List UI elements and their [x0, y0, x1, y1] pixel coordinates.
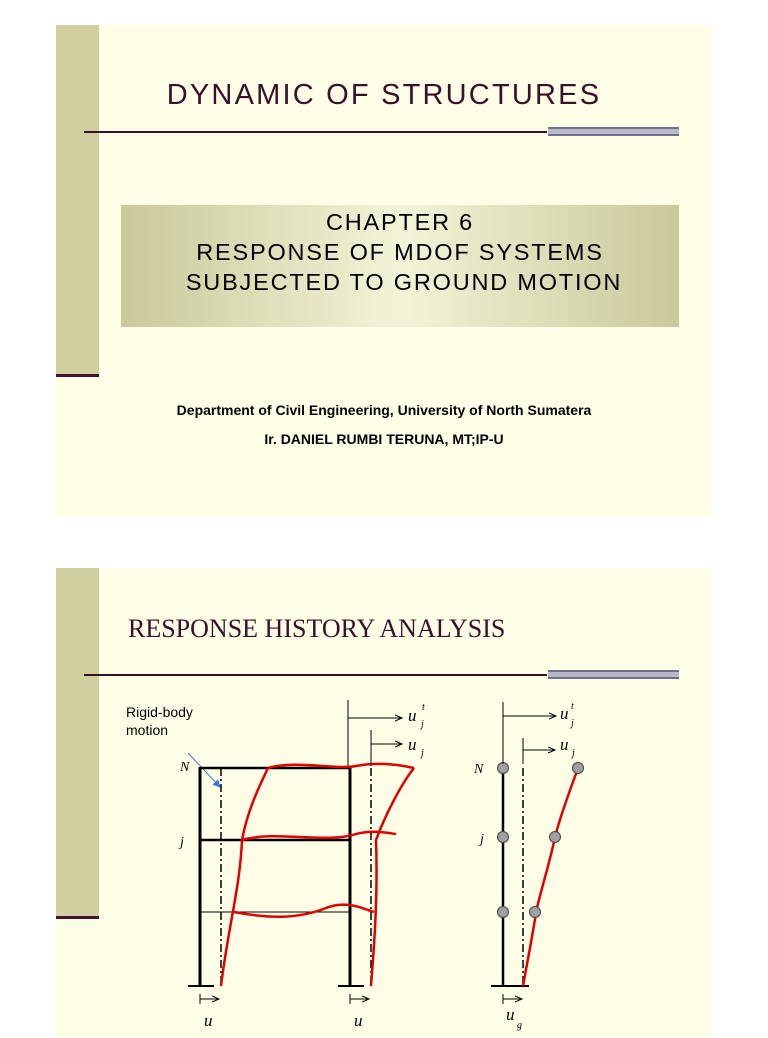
undeformed-frame: [188, 767, 371, 986]
title-rule-accent: [548, 127, 679, 136]
stick-uj-label: u: [560, 735, 569, 754]
svg-text:j: j: [421, 748, 424, 759]
level-N-label: N: [180, 760, 190, 775]
uj-label: u: [408, 735, 417, 754]
chapter-label: CHAPTER 6: [325, 209, 475, 235]
slide-title: RESPONSE HISTORY ANALYSIS: [128, 614, 506, 643]
rigid-body-pointer: [188, 753, 220, 787]
svg-text:t: t: [422, 702, 425, 713]
stick-displacement-arrows: [503, 702, 556, 764]
stick-deformed-curve: [523, 768, 578, 986]
slide-side-bar: [56, 25, 99, 375]
chapter-subtitle-line2: SUBJECTED TO GROUND MOTION: [185, 269, 623, 295]
svg-text:j: j: [572, 748, 575, 759]
level-j-label-right: j: [480, 832, 484, 847]
department-text: Department of Civil Engineering, University of North Sumatera: [176, 402, 592, 418]
slide-title: DYNAMIC OF STRUCTURES: [166, 79, 602, 111]
frame-diagram: [56, 568, 712, 1038]
stick-ujt-label: u: [560, 704, 569, 723]
rigid-body-label: Rigid-body motion: [126, 704, 193, 738]
level-j-label: j: [180, 835, 184, 850]
svg-text:g: g: [517, 1020, 522, 1031]
displacement-arrows-frame: [348, 700, 402, 766]
chapter-subtitle-line1: RESPONSE OF MDOF SYSTEMS: [196, 239, 604, 265]
chapter-box: [121, 205, 679, 327]
svg-text:j: j: [571, 718, 574, 729]
ground-displacement-arrows: [200, 994, 522, 1004]
deformed-frame: [221, 764, 414, 986]
ug-label-2: u: [354, 1011, 363, 1030]
ug-label-3: u: [506, 1005, 515, 1024]
title-rule: [84, 131, 547, 133]
svg-text:j: j: [421, 719, 424, 730]
author-text: Ir. DANIEL RUMBI TERUNA, MT;IP-U: [264, 431, 504, 447]
stick-model: [491, 768, 529, 986]
level-N-label-right: N: [474, 762, 484, 777]
content-slide: [56, 568, 712, 1038]
ug-label-1: u: [204, 1011, 213, 1030]
title-slide: [56, 25, 712, 517]
ujt-label: u: [408, 706, 417, 725]
svg-text:t: t: [571, 701, 574, 712]
side-bar-underline: [56, 374, 99, 377]
